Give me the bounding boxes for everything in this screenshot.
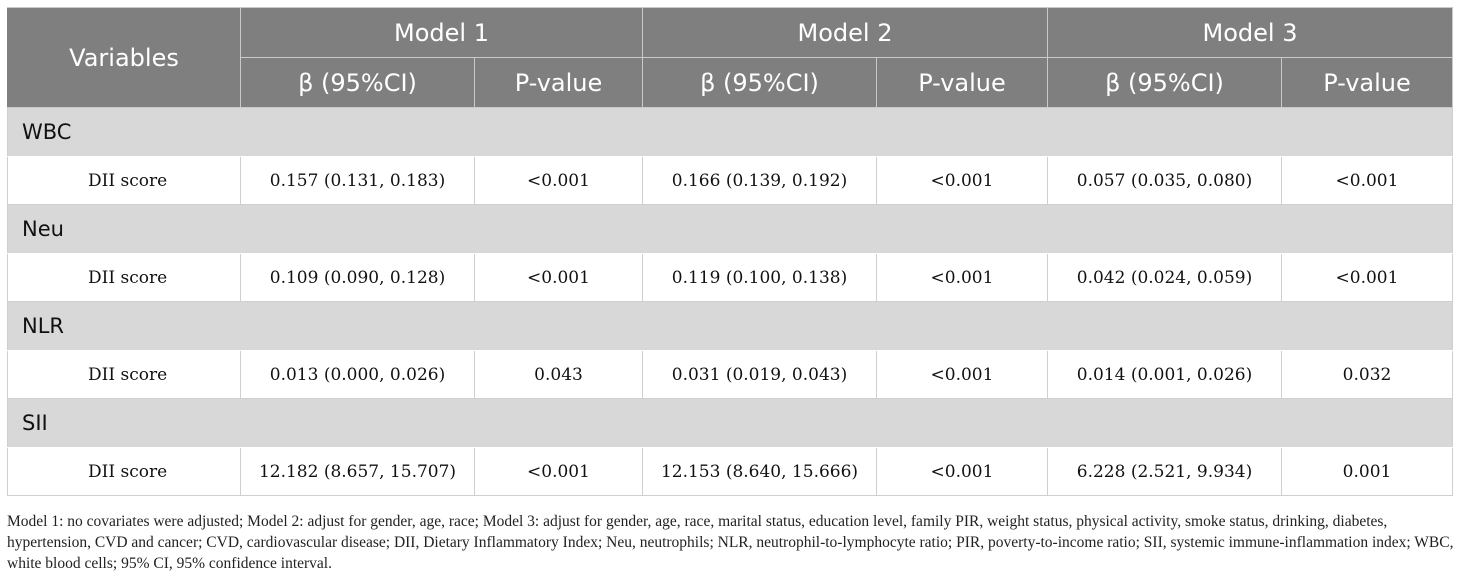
model-1-beta-header: β (95%CI)	[241, 58, 475, 108]
table-header	[8, 8, 1453, 108]
model-2-beta-header: β (95%CI)	[643, 58, 877, 108]
row-label: DII score	[8, 351, 241, 399]
table-cell: 0.109 (0.090, 0.128)	[241, 254, 475, 302]
table-cell: 0.001	[1282, 448, 1453, 496]
table-cell: <0.001	[877, 254, 1048, 302]
model-1-header: Model 1	[241, 8, 643, 58]
table-cell: <0.001	[475, 448, 643, 496]
header-row-models	[8, 8, 1453, 58]
table-cell: 0.042 (0.024, 0.059)	[1048, 254, 1282, 302]
table-cell: 0.119 (0.100, 0.138)	[643, 254, 877, 302]
table-row	[8, 448, 1453, 496]
group-label: Neu	[8, 205, 1453, 254]
group-row-sii	[8, 399, 1453, 448]
group-label: NLR	[8, 302, 1453, 351]
table-cell: 6.228 (2.521, 9.934)	[1048, 448, 1282, 496]
model-2-pvalue-header: P-value	[877, 58, 1048, 108]
table-row	[8, 254, 1453, 302]
group-label: SII	[8, 399, 1453, 448]
table-row	[8, 157, 1453, 205]
table-cell: 12.182 (8.657, 15.707)	[241, 448, 475, 496]
table-cell: 0.031 (0.019, 0.043)	[643, 351, 877, 399]
regression-table-container	[7, 7, 1452, 496]
table-cell: 0.157 (0.131, 0.183)	[241, 157, 475, 205]
model-3-header: Model 3	[1048, 8, 1453, 58]
table-footnote: Model 1: no covariates were adjusted; Model 2: adjust for gender, age, race; Model 3: adjust for gender, age, race, marital status, education level, family PIR, weight status, physical activity, smoke status, drinking, diabetes, hypertension, CVD and cancer; CVD, cardiovascular disease; DII, Dietary Inflammatory Index; Neu, neutrophils; NLR, neutrophil-to-lymphocyte ratio; PIR, poverty-to-income ratio; SII, systemic immune-inflammation index; WBC, white blood cells; 95% CI, 95% confidence interval.	[7, 513, 1454, 572]
group-row-nlr	[8, 302, 1453, 351]
table-cell: <0.001	[475, 254, 643, 302]
model-2-header: Model 2	[643, 8, 1048, 58]
table-cell: 0.043	[475, 351, 643, 399]
row-label: DII score	[8, 254, 241, 302]
model-3-pvalue-header: P-value	[1282, 58, 1453, 108]
table-cell: <0.001	[877, 157, 1048, 205]
row-label: DII score	[8, 157, 241, 205]
table-cell: <0.001	[877, 448, 1048, 496]
group-row-neu	[8, 205, 1453, 254]
table-cell: <0.001	[475, 157, 643, 205]
table-cell: <0.001	[877, 351, 1048, 399]
group-label: WBC	[8, 108, 1453, 157]
table-cell: 0.166 (0.139, 0.192)	[643, 157, 877, 205]
regression-table	[7, 7, 1453, 496]
table-body	[8, 108, 1453, 496]
group-row-wbc	[8, 108, 1453, 157]
table-cell: 0.032	[1282, 351, 1453, 399]
table-row	[8, 351, 1453, 399]
row-label: DII score	[8, 448, 241, 496]
table-cell: 12.153 (8.640, 15.666)	[643, 448, 877, 496]
table-cell: <0.001	[1282, 254, 1453, 302]
model-3-beta-header: β (95%CI)	[1048, 58, 1282, 108]
table-cell: 0.014 (0.001, 0.026)	[1048, 351, 1282, 399]
table-cell: <0.001	[1282, 157, 1453, 205]
table-cell: 0.057 (0.035, 0.080)	[1048, 157, 1282, 205]
table-cell: 0.013 (0.000, 0.026)	[241, 351, 475, 399]
model-1-pvalue-header: P-value	[475, 58, 643, 108]
variables-header: Variables	[8, 8, 241, 108]
